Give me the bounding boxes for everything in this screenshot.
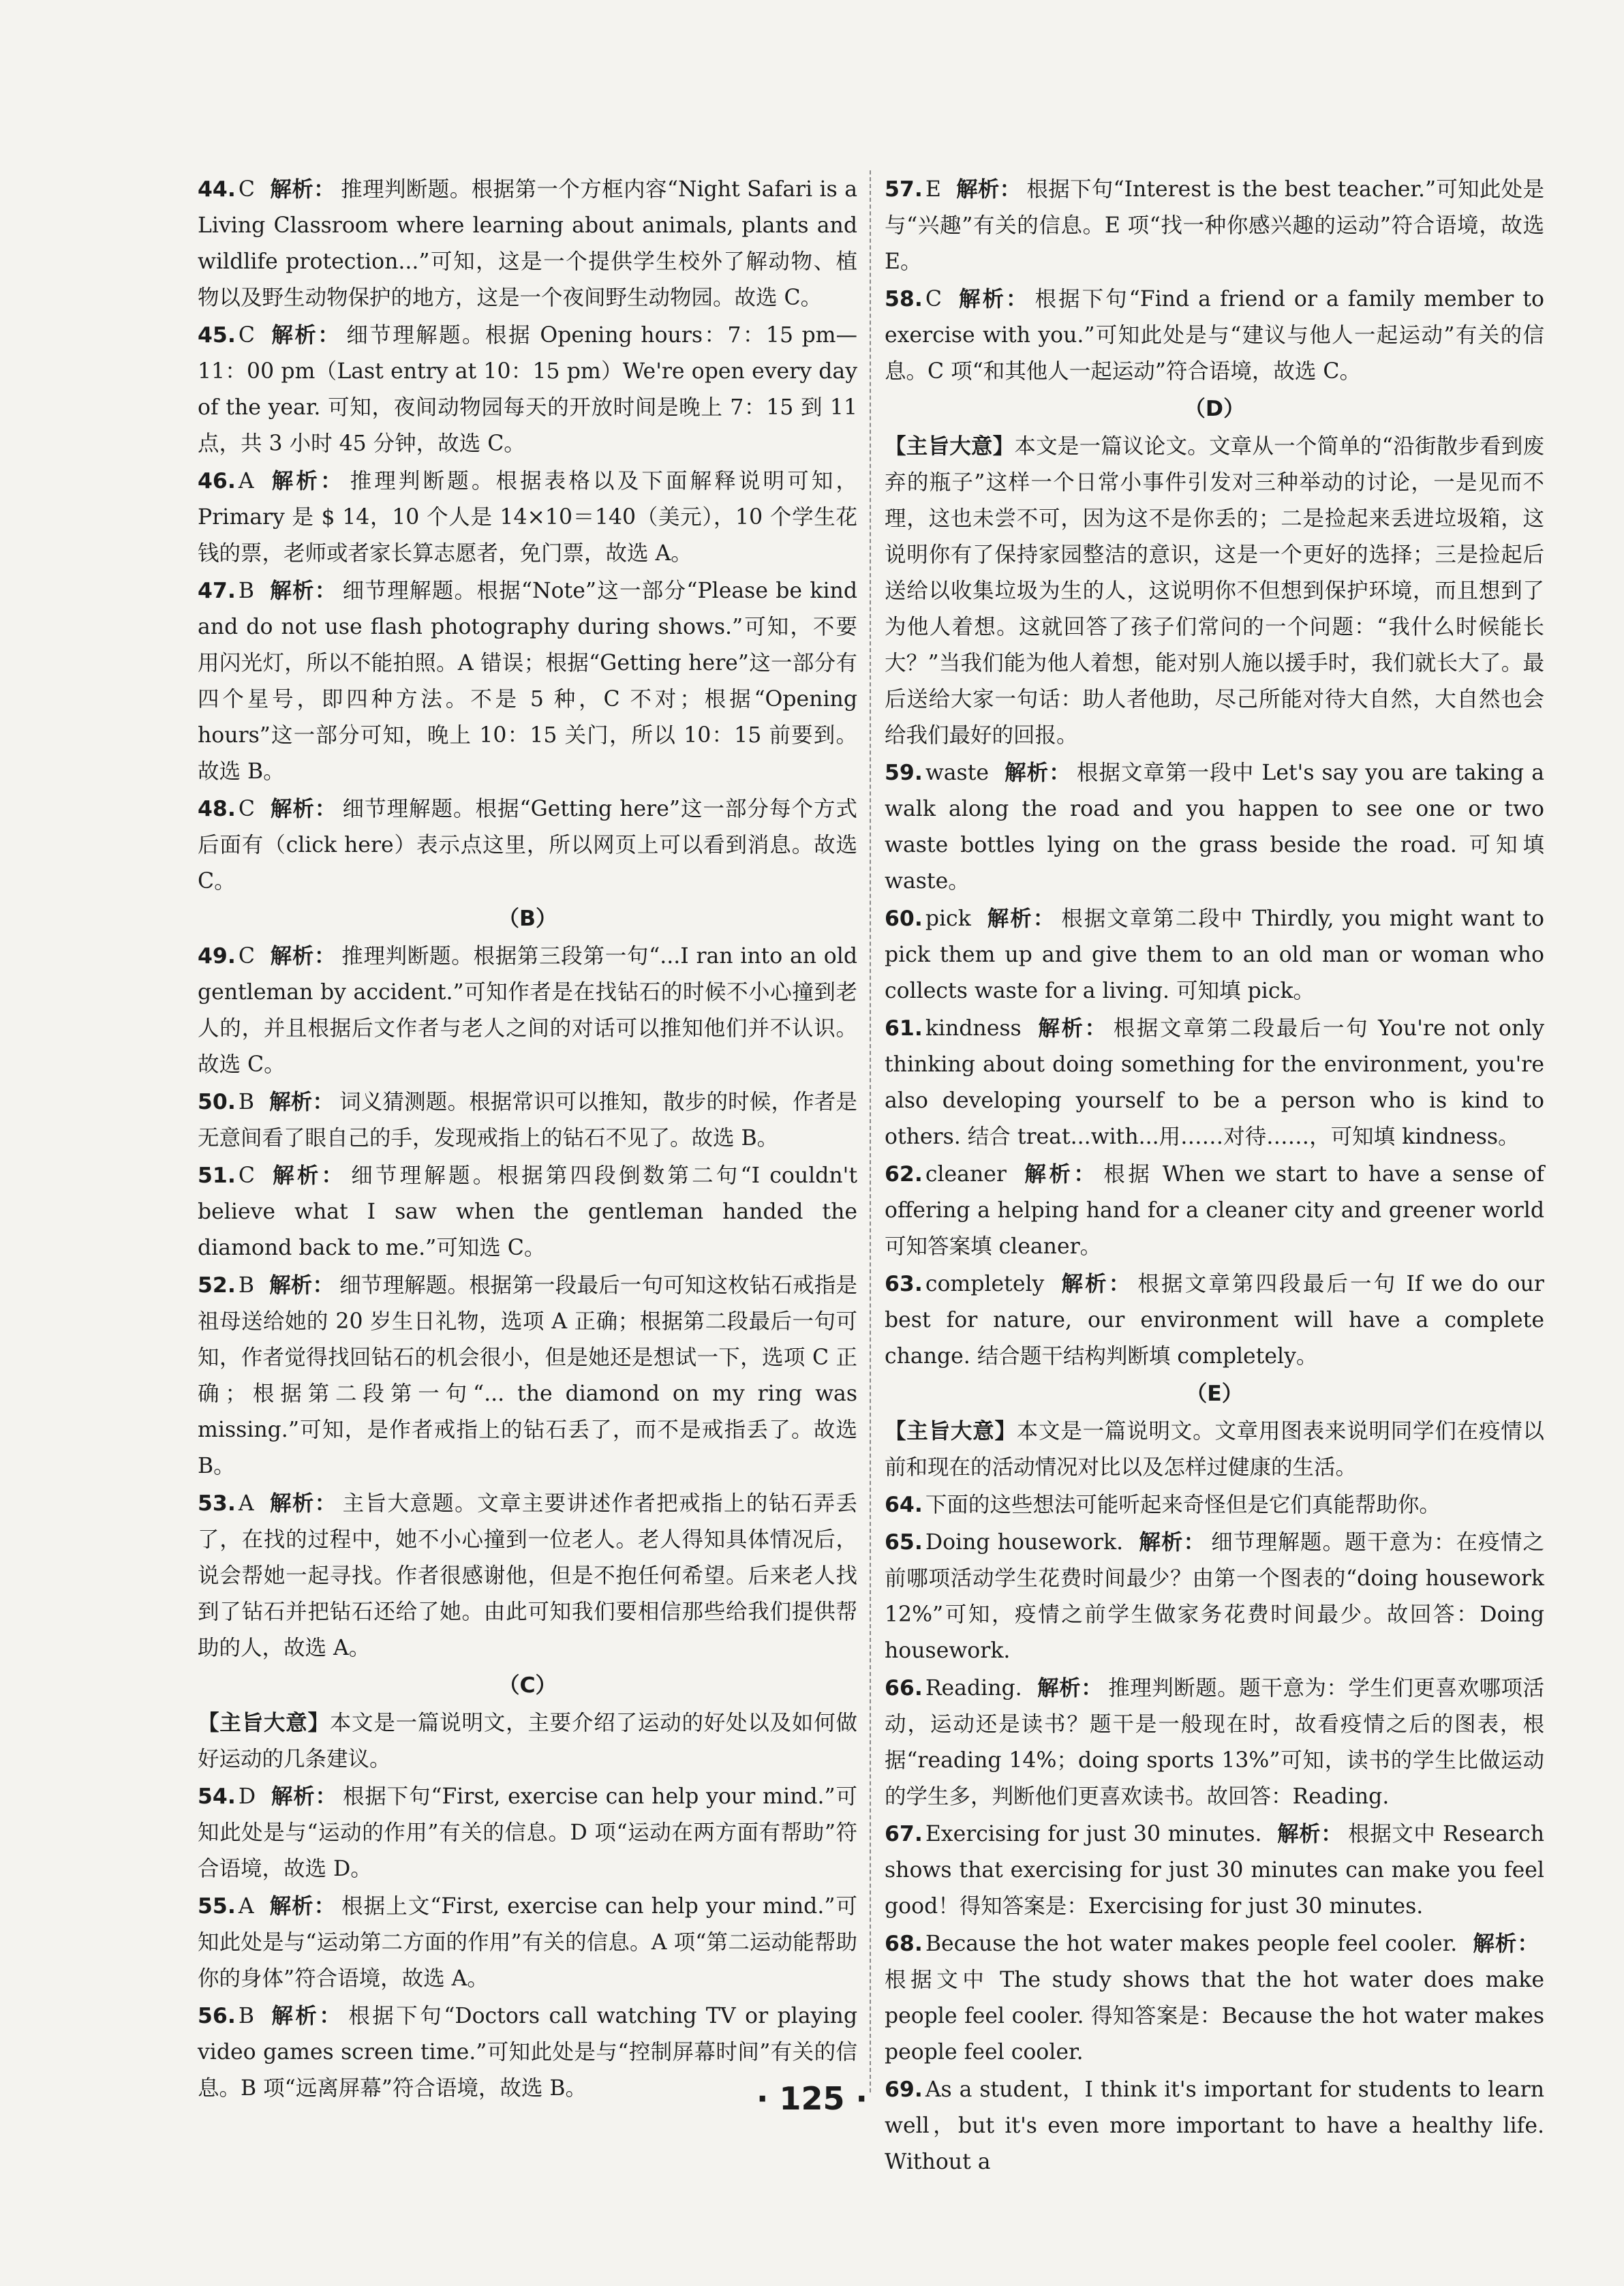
answer-item — [198, 1158, 857, 1266]
question-number: 54. — [198, 1784, 236, 1809]
answer-item — [885, 1266, 1544, 1375]
analysis-label: 解析： — [985, 906, 1056, 931]
answer-choice: B — [238, 579, 254, 603]
analysis-text: 细节理解题。根据第四段倒数第二句“I couldn't believe what I saw when the gentleman handed the diamond back to me.”可知选 C。 — [198, 1163, 857, 1260]
analysis-text: 根据文章第二段最后一句 You're not only thinking about doing something for the environment, you're also developing yourself to be a person who is kind to others. 结合 treat...with...用……对待……，可知填 kindness。 — [885, 1016, 1544, 1149]
answer-choice: B — [238, 1273, 254, 1298]
question-number: 63. — [885, 1272, 923, 1296]
answer-choice: A — [238, 469, 254, 493]
summary-paragraph — [885, 429, 1544, 754]
answer-choice: C — [925, 287, 942, 311]
analysis-text: 下面的这些想法可能听起来奇怪但是它们真能帮助你。 — [925, 1493, 1441, 1517]
answer-item — [198, 1486, 857, 1666]
analysis-label: 解析： — [269, 2004, 343, 2028]
question-number: 61. — [885, 1016, 923, 1041]
analysis-text: 根据文中 Research shows that exercising for just 30 minutes can make you feel good！得知答案是：Exercising for just 30 minutes. — [885, 1822, 1544, 1919]
answer-choice: A — [238, 1491, 254, 1516]
analysis-text: 推理判断题。题干意为：学生们更喜欢哪项活动，运动还是读书？题干是一般现在时，故看疫情之后的图表，根据“reading 14%；doing sports 13%”可知，读书的学生比做运动的学生多，判断他们更喜欢读书。故回答：Reading. — [885, 1676, 1544, 1809]
answer-item — [885, 1926, 1544, 2071]
analysis-text: 推理判断题。根据表格以及下面解释说明可知，Primary 是 $ 14，10 个人是 14×10＝140（美元），10 个学生花钱的票，老师或者家长算志愿者，免门票，故选 A。 — [198, 469, 857, 566]
answer-item — [885, 901, 1544, 1009]
analysis-text: 根据下句“Interest is the best teacher.”可知此处是与“兴趣”有关的信息。E 项“找一种你感兴趣的运动”符合语境，故选 E。 — [885, 177, 1544, 274]
answer-item — [885, 1525, 1544, 1669]
right-column — [885, 172, 1544, 2182]
analysis-text: 词义猜测题。根据常识可以推知，散步的时候，作者是无意间看了眼自己的手，发现戒指上的钻石不见了。故选 B。 — [198, 1090, 857, 1150]
analysis-text: 根据下句“First, exercise can help your mind.”可知此处是与“运动的作用”有关的信息。D 项“运动在两方面有帮助”符合语境，故选 D。 — [198, 1784, 857, 1881]
answer-choice: E — [925, 177, 941, 202]
question-number: 52. — [198, 1273, 236, 1298]
answer-item — [198, 1084, 857, 1157]
answer-item — [885, 1011, 1544, 1155]
analysis-label: 解析： — [269, 177, 336, 202]
answer-choice: kindness — [925, 1016, 1022, 1041]
answer-item — [885, 755, 1544, 900]
analysis-text: 根据上文“First, exercise can help your mind.”可知此处是与“运动第二方面的作用”有关的信息。A 项“第二运动能帮助你的身体”符合语境，故选 A。 — [198, 1894, 857, 1991]
section-heading: （B） — [497, 906, 557, 931]
analysis-label: 解析： — [271, 1784, 337, 1809]
question-number: 65. — [885, 1530, 923, 1555]
analysis-text: 根据文章第四段最后一句 If we do our best for nature, our environment will have a complete change. 结合题干结构判断填 completely。 — [885, 1272, 1544, 1369]
analysis-label: 解析： — [1059, 1272, 1133, 1296]
analysis-label: 解析： — [1021, 1162, 1099, 1187]
analysis-label: 解析： — [269, 1894, 337, 1919]
answer-item — [198, 1268, 857, 1484]
answer-item — [198, 939, 857, 1083]
answer-choice: pick — [925, 906, 971, 931]
analysis-label: 解析： — [1004, 761, 1071, 785]
question-number: 62. — [885, 1162, 923, 1187]
column-divider — [870, 170, 871, 2092]
summary-label: 【主旨大意】 — [885, 434, 1015, 459]
summary-paragraph — [198, 1705, 857, 1778]
answer-item — [198, 791, 857, 900]
answer-choice: Exercising for just 30 minutes. — [925, 1822, 1262, 1846]
analysis-label: 解析： — [269, 323, 341, 348]
answer-item — [198, 1889, 857, 1997]
answer-choice: B — [238, 1090, 254, 1114]
answer-item — [198, 172, 857, 316]
answer-item — [885, 1487, 1544, 1523]
analysis-label: 解析： — [955, 177, 1022, 202]
answer-item — [885, 1816, 1544, 1925]
analysis-label: 解析： — [1138, 1530, 1206, 1555]
analysis-label: 解析： — [269, 944, 337, 969]
question-number: 58. — [885, 287, 923, 311]
answer-item — [198, 463, 857, 572]
answer-choice: Because the hot water makes people feel cooler. — [925, 1932, 1458, 1956]
analysis-text: 细节理解题。题干意为：在疫情之前哪项活动学生花费时间最少？由第一个图表的“doing housework 12%”可知，疫情之前学生做家务花费时间最少。故回答：Doing housework. — [885, 1530, 1544, 1663]
question-number: 57. — [885, 177, 923, 202]
answer-choice: C — [238, 1163, 255, 1188]
analysis-label: 解析： — [1037, 1676, 1103, 1701]
question-number: 44. — [198, 177, 236, 202]
question-number: 46. — [198, 469, 236, 493]
answer-choice: A — [238, 1894, 254, 1919]
analysis-label: 解析： — [956, 287, 1030, 311]
analysis-label: 解析： — [269, 1163, 346, 1188]
analysis-text: 细节理解题。根据“Getting here”这一部分每个方式后面有（click here）表示点这里，所以网页上可以看到消息。故选 C。 — [198, 797, 857, 894]
analysis-text: 细节理解题。根据第一段最后一句可知这枚钻石戒指是祖母送给她的 20 岁生日礼物，选项 A 正确；根据第二段最后一句可知，作者觉得找回钻石的机会很小，但是她还是想试一下，选项 C 正确；根据第二段第一句“... the diamond on my ring was missing.”可知，是作者戒指上的钻石丢了，而不是戒指丢了。故选 B。 — [198, 1273, 857, 1478]
answer-choice: B — [238, 2004, 254, 2028]
answer-item — [885, 281, 1544, 390]
question-number: 49. — [198, 944, 236, 969]
analysis-label: 解析： — [1472, 1932, 1539, 1956]
answer-choice: C — [238, 323, 255, 348]
left-column — [198, 172, 857, 2108]
analysis-text: As a student，I think it's important for students to learn well，but it's even more important to have a healthy life. Without a — [885, 2077, 1544, 2174]
analysis-text: 根据文章第一段中 Let's say you are taking a walk along the road and you happen to see one or two waste bottles lying on the grass beside the road. 可知填 waste。 — [885, 761, 1544, 894]
answer-choice: completely — [925, 1272, 1045, 1296]
answer-item — [885, 172, 1544, 280]
section-heading: （E） — [1185, 1382, 1244, 1406]
answer-choice: Reading. — [925, 1676, 1022, 1701]
analysis-label: 解析： — [269, 469, 345, 493]
question-number: 66. — [885, 1676, 923, 1701]
page-number: · 125 · — [756, 2080, 868, 2117]
question-number: 50. — [198, 1090, 236, 1114]
analysis-label: 解析： — [269, 1090, 335, 1114]
answer-choice: C — [238, 944, 255, 969]
analysis-text: 细节理解题。根据 Opening hours：7：15 pm—11：00 pm（Last entry at 10：15 pm）We're open every day of the year. 可知，夜间动物园每天的开放时间是晚上 7：15 到 11 点，共 3 小时 45 分钟，故选 C。 — [198, 323, 857, 456]
question-number: 64. — [885, 1493, 923, 1517]
answer-choice: D — [238, 1784, 256, 1809]
summary-label: 【主旨大意】 — [198, 1711, 330, 1735]
analysis-label: 解析： — [1276, 1822, 1343, 1846]
summary-text: 本文是一篇议论文。文章从一个简单的“沿街散步看到废弃的瓶子”这样一个日常小事件引发对三种举动的讨论，一是见而不理，这也未尝不可，因为这不是你丢的；二是捡起来丢进垃圾箱，这说明你有了保持家园整洁的意识，这是一个更好的选择；三是捡起后送给以收集垃圾为生的人，这说明你不但想到保护环境，而且想到了为他人着想。这就回答了孩子们常问的一个问题：“我什么时候能长大？”当我们能为他人着想，能对别人施以援手时，我们就长大了。最后送给大家一句话：助人者他助，尽己所能对待大自然，大自然也会给我们最好的回报。 — [885, 434, 1544, 748]
question-number: 47. — [198, 579, 236, 603]
answer-choice: C — [238, 177, 255, 202]
analysis-text: 主旨大意题。文章主要讲述作者把戒指上的钻石弄丢了，在找的过程中，她不小心撞到一位老人。老人得知具体情况后，说会帮她一起寻找。作者很感谢他，但是不抱任何希望。后来老人找到了钻石并把钻石还给了她。由此可知我们要相信那些给我们提供帮助的人，故选 A。 — [198, 1491, 857, 1660]
analysis-text: 根据下句“Doctors call watching TV or playing video games screen time.”可知此处是与“控制屏幕时间”有关的信息。B 项“远离屏幕”符合语境，故选 B。 — [198, 2004, 857, 2101]
answer-choice: waste — [925, 761, 990, 785]
summary-paragraph — [885, 1414, 1544, 1486]
answer-item — [198, 1779, 857, 1887]
analysis-text: 推理判断题。根据第一个方框内容“Night Safari is a Living Classroom where learning about animals, plants and wildlife protection...”可知，这是一个提供学生校外了解动物、植物以及野生动物保护的地方，这是一个夜间野生动物园。故选 C。 — [198, 177, 857, 310]
question-number: 51. — [198, 1163, 236, 1188]
answer-item — [885, 1157, 1544, 1265]
question-number: 56. — [198, 2004, 236, 2028]
analysis-text: 根据文中 The study shows that the hot water does make people feel cooler. 得知答案是：Because the hot water makes people feel cooler. — [885, 1968, 1544, 2064]
question-number: 45. — [198, 323, 236, 348]
question-number: 67. — [885, 1822, 923, 1846]
question-number: 60. — [885, 906, 923, 931]
answer-item — [198, 318, 857, 462]
analysis-text: 细节理解题。根据“Note”这一部分“Please be kind and do not use flash photography during shows.”可知，不要用闪光灯，所以不能拍照。A 错误；根据“Getting here”这一部分有四个星号，即四种方法。不是 5 种，C 不对；根据“Opening hours”这一部分可知，晚上 10：15 关门，所以 10：15 前要到。故选 B。 — [198, 579, 857, 784]
question-number: 48. — [198, 797, 236, 821]
answer-choice: Doing housework. — [925, 1530, 1124, 1555]
analysis-text: 推理判断题。根据第三段第一句“...I ran into an old gentleman by accident.”可知作者是在找钻石的时候不小心撞到老人的，并且根据后文作者与老人之间的对话可以推知他们并不认识。故选 C。 — [198, 944, 857, 1077]
summary-text: 本文是一篇说明文。文章用图表来说明同学们在疫情以前和现在的活动情况对比以及怎样过健康的生活。 — [885, 1419, 1544, 1480]
answer-item — [198, 573, 857, 790]
analysis-label: 解析： — [1036, 1016, 1108, 1041]
analysis-label: 解析： — [269, 579, 337, 603]
question-number: 53. — [198, 1491, 236, 1516]
analysis-label: 解析： — [269, 1491, 337, 1516]
analysis-text: 根据下句“Find a friend or a family member to exercise with you.”可知此处是与“建议与他人一起运动”有关的信息。C 项“和其他人一起运动”符合语境，故选 C。 — [885, 287, 1544, 384]
answer-choice: cleaner — [925, 1162, 1007, 1187]
section-heading: （C） — [497, 1673, 557, 1698]
question-number: 59. — [885, 761, 923, 785]
analysis-text: 根据文章第二段中 Thirdly, you might want to pick them up and give them to an old man or woman who collects waste for a living. 可知填 pick。 — [885, 906, 1544, 1003]
section-heading: （D） — [1184, 397, 1245, 421]
answer-choice: C — [238, 797, 255, 821]
question-number: 55. — [198, 1894, 236, 1919]
question-number: 69. — [885, 2077, 923, 2102]
analysis-label: 解析： — [269, 1273, 335, 1298]
analysis-text: 根据 When we start to have a sense of offering a helping hand for a cleaner city and greener world 可知答案填 cleaner。 — [885, 1162, 1544, 1259]
question-number: 68. — [885, 1932, 923, 1956]
summary-text: 本文是一篇说明文，主要介绍了运动的好处以及如何做好运动的几条建议。 — [198, 1711, 857, 1771]
summary-label: 【主旨大意】 — [885, 1419, 1017, 1444]
analysis-label: 解析： — [269, 797, 337, 821]
answer-item — [885, 1671, 1544, 1815]
